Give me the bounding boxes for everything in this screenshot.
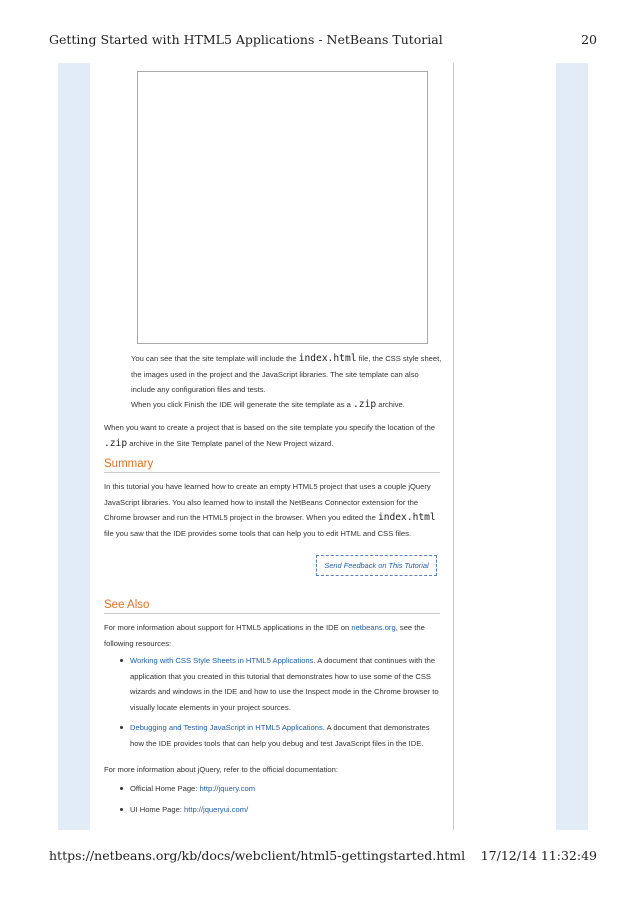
see-also-intro: For more information about support for HTML5 applications in the IDE on netbeans.org, see the following resources: xyxy=(104,623,425,648)
print-timestamp: 17/12/14 11:32:49 xyxy=(480,848,597,863)
intro-paragraph-2: When you click Finish the IDE will generate the site template as a .zip archive. xyxy=(131,399,405,410)
list-item: UI Home Page: http://jqueryui.com/ xyxy=(120,802,442,818)
right-sidebar-band xyxy=(556,63,588,830)
jquery-home-link[interactable]: http://jquery.com xyxy=(199,784,256,793)
filename-code: index.html xyxy=(298,353,357,364)
zip-code: .zip xyxy=(353,399,377,410)
css-style-sheets-link[interactable]: Working with CSS Style Sheets in HTML5 Applications xyxy=(130,656,314,665)
jquery-intro: For more information about jQuery, refer to the official documentation: xyxy=(104,765,338,774)
content-divider xyxy=(453,63,454,830)
summary-paragraph: In this tutorial you have learned how to create an empty HTML5 project that uses a couple jQuery JavaScript libraries. You also learned how to install the NetBeans Connector extension for the Chrome browser and run the HTML5 project in the browser. When you edited the index.html file you saw that the IDE provides some tools that can help you to edit HTML and CSS files. xyxy=(104,482,436,538)
jquery-list xyxy=(120,781,442,817)
zip-code: .zip xyxy=(104,437,128,449)
page-number: 20 xyxy=(581,32,597,47)
intro-paragraph-3: When you want to create a project that is based on the site template you specify the location of the .zip archive in the Site Template panel of the New Project wizard. xyxy=(104,423,435,449)
filename-code: index.html xyxy=(377,512,436,523)
summary-heading: Summary xyxy=(104,458,440,473)
left-sidebar-band xyxy=(58,63,90,830)
intro-paragraph-1: You can see that the site template will include the index.html file, the CSS style sheet, the images used in the project and the JavaScript libraries. The site template can also include any configuration files and tests. xyxy=(131,353,442,394)
resource-list xyxy=(120,653,442,751)
print-footer xyxy=(0,840,638,880)
document-title: Getting Started with HTML5 Applications - NetBeans Tutorial xyxy=(49,32,443,47)
see-also-heading: See Also xyxy=(104,599,440,614)
jqueryui-home-link[interactable]: http://jqueryui.com/ xyxy=(184,804,249,814)
list-item: Working with CSS Style Sheets in HTML5 Applications. A document that continues with the application that you created in this tutorial that demonstrates how to use some of the CSS wizards and windows in the IDE and how to use the Inspect mode in the Chrome browser to visually locate elements in your project sources. xyxy=(120,653,442,715)
list-item: Official Home Page: http://jquery.com xyxy=(120,781,442,797)
print-header xyxy=(0,0,638,60)
send-feedback-link[interactable]: Send Feedback on This Tutorial xyxy=(316,555,437,576)
netbeans-org-link[interactable]: netbeans.org xyxy=(351,623,396,632)
page-url: https://netbeans.org/kb/docs/webclient/html5-gettingstarted.html xyxy=(49,848,466,863)
screenshot-placeholder xyxy=(137,71,428,344)
list-item: Debugging and Testing JavaScript in HTML5 Applications. A document that demonstrates how the IDE provides tools that can help you debug and test JavaScript files in the IDE. xyxy=(120,720,442,751)
debugging-testing-link[interactable]: Debugging and Testing JavaScript in HTML5 Applications xyxy=(130,723,323,732)
